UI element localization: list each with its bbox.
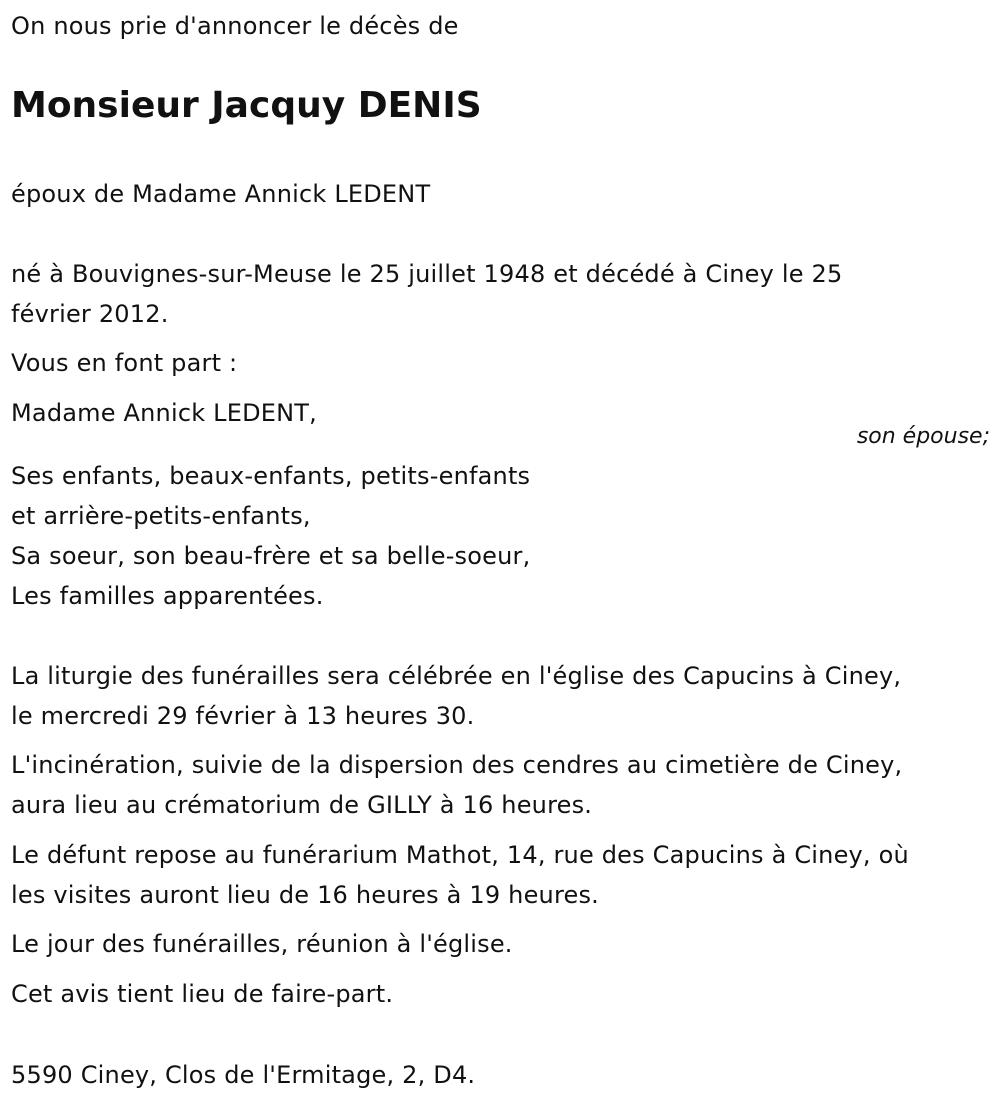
cremation-line-2: aura lieu au crématorium de GILLY à 16 heures. bbox=[11, 791, 593, 819]
birth-death-line-2: février 2012. bbox=[11, 300, 169, 328]
repose-line-1: Le défunt repose au funérarium Mathot, 14, rue des Capucins à Ciney, où bbox=[11, 841, 909, 869]
cremation-line-1: L'incinération, suivie de la dispersion des cendres au cimetière de Ciney, bbox=[11, 751, 903, 779]
liturgy-line-1: La liturgie des funérailles sera célébrée en l'église des Capucins à Ciney, bbox=[11, 662, 902, 690]
deceased-name: Monsieur Jacquy DENIS bbox=[11, 85, 482, 126]
family-line: et arrière-petits-enfants, bbox=[11, 502, 311, 530]
family-line: Sa soeur, son beau-frère et sa belle-soeur, bbox=[11, 542, 531, 570]
address-text: 5590 Ciney, Clos de l'Ermitage, 2, D4. bbox=[11, 1061, 476, 1089]
funeral-day-text: Le jour des funérailles, réunion à l'église. bbox=[11, 930, 513, 958]
birth-death-line-1: né à Bouvignes-sur-Meuse le 25 juillet 1948 et décédé à Ciney le 25 bbox=[11, 260, 843, 288]
spouse-line: époux de Madame Annick LEDENT bbox=[11, 180, 431, 208]
family-line: Ses enfants, beaux-enfants, petits-enfants bbox=[11, 462, 531, 490]
repose-line-2: les visites auront lieu de 16 heures à 19 heures. bbox=[11, 881, 600, 909]
liturgy-line-2: le mercredi 29 février à 13 heures 30. bbox=[11, 702, 475, 730]
spouse-role: son épouse; bbox=[856, 424, 990, 449]
notice-text: Cet avis tient lieu de faire-part. bbox=[11, 980, 394, 1008]
announcement-intro: Vous en font part : bbox=[11, 349, 238, 377]
family-line: Les familles apparentées. bbox=[11, 582, 324, 610]
intro-text: On nous prie d'annoncer le décès de bbox=[11, 12, 459, 40]
spouse-name: Madame Annick LEDENT, bbox=[11, 399, 317, 427]
